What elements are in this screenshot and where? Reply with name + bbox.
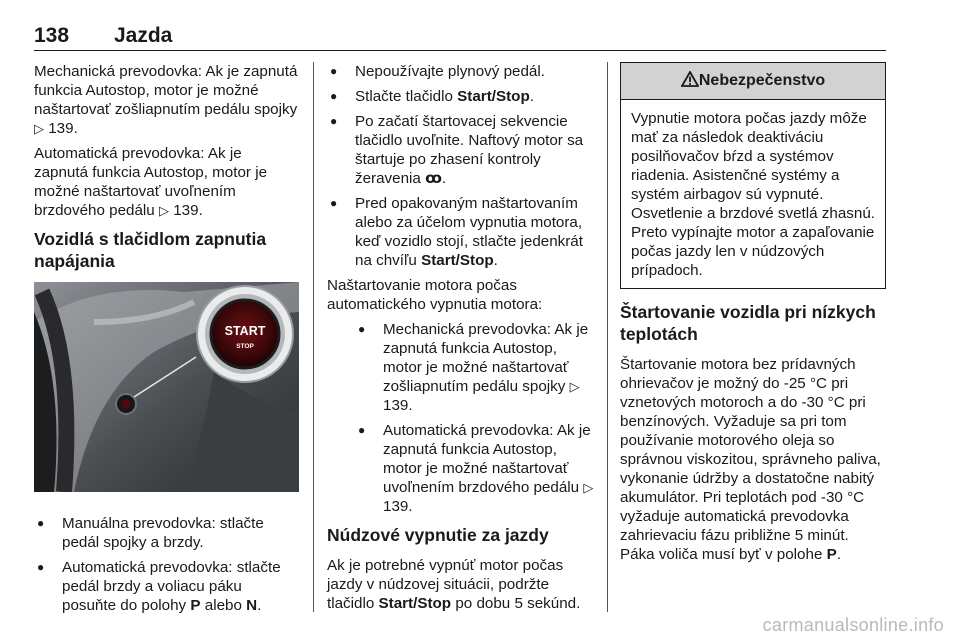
heading-cold-start: Štartovanie vozidla pri nízkych teplotách bbox=[620, 302, 876, 344]
warning-title: Nebezpečenstvo bbox=[698, 72, 826, 89]
page-ref-arrow-icon[interactable]: ▷ bbox=[34, 121, 44, 136]
heading-emergency-shutdown: Núdzové vypnutie za jazdy bbox=[327, 525, 549, 545]
page-ref-arrow-icon[interactable]: ▷ bbox=[569, 379, 580, 394]
paragraph-emergency: Ak je potrebné vypnúť motor počas jazdy v núdzovej situácii, podržte tlačidlo Start/Stop po dobu 5 sekúnd. bbox=[327, 557, 581, 612]
list-item-manual: ● Manuálna prevodovka: stlačte pedál spojky a brzdy. bbox=[34, 514, 299, 552]
page-ref-arrow-icon[interactable]: ▷ bbox=[583, 480, 594, 495]
page-ref-arrow-icon[interactable]: ▷ bbox=[159, 203, 169, 218]
page-number: 138 bbox=[34, 24, 70, 47]
warning-header bbox=[621, 63, 885, 100]
stop-label: STOP bbox=[236, 343, 254, 350]
paragraph-cold-start: Štartovanie motora bez prídavných ohrievačov je možný do -25 °C pri vznetových motoroch a do -30 °C pri benzínových. Vyžaduje sa pri tom používanie motorového oleja so správnou viskozitou, správneho paliva, vykonanie údržby a dostatočne nabitý akumulátor. Pri teplotách pod -30 °C vyžaduje automatická prevodovka zahrievaciu fázu približne 5 minút. Páka voliča musí byť v polohe P. bbox=[620, 356, 881, 563]
warning-box bbox=[620, 62, 886, 289]
sub-list bbox=[327, 320, 597, 516]
column-1 bbox=[34, 62, 299, 621]
page-ref[interactable]: 139. bbox=[383, 397, 413, 414]
list-item-press-start: ● Stlačte tlačidlo Start/Stop. bbox=[327, 87, 597, 106]
watermark: carmanualsonline.info bbox=[762, 615, 944, 635]
page-header bbox=[34, 20, 886, 51]
list-item-restart: ● Pred opakovaným naštartovaním alebo za účelom vypnutia motora, keď vozidlo stojí, stlačte jedenkrát na chvíľu Start/Stop. bbox=[327, 194, 597, 270]
section-title: Jazda bbox=[114, 24, 173, 47]
column-3 bbox=[620, 62, 886, 570]
list-item-no-throttle: ● Nepoužívajte plynový pedál. bbox=[327, 62, 597, 81]
list-item-release: ● Po začatí štartovacej sekvencie tlačidlo uvoľnite. Naftový motor sa štartuje po zhasení kontroly žeravenia ꝏ. bbox=[327, 112, 597, 188]
heading-power-button-vehicles: Vozidlá s tlačidlom zapnutia napájania bbox=[34, 229, 267, 271]
column-divider bbox=[313, 62, 314, 612]
page-ref[interactable]: 139. bbox=[173, 202, 203, 219]
list-item-automatic: ● Automatická prevodovka: stlačte pedál brzdy a voliacu páku posuňte do polohy P alebo N. bbox=[34, 558, 299, 615]
paragraph-automatic-autostop: Automatická prevodovka: Ak je zapnutá funkcia Autostop, motor je možné naštartovať uvoľnením brzdového pedálu ▷ 139. bbox=[34, 145, 268, 219]
column-2 bbox=[327, 62, 597, 619]
list-item-automatic-autostop: ● Automatická prevodovka: Ak je zapnutá funkcia Autostop, motor je možné naštartovať uvoľnením brzdového pedálu ▷ 139. bbox=[355, 421, 597, 516]
start-button-photo bbox=[34, 282, 299, 492]
list-item-manual-autostop: ● Mechanická prevodovka: Ak je zapnutá funkcia Autostop, motor je možné naštartovať zošliapnutím pedálu spojky ▷ 139. bbox=[355, 320, 597, 415]
page-ref[interactable]: 139. bbox=[383, 498, 413, 515]
column-divider bbox=[607, 62, 608, 612]
warning-text: Vypnutie motora počas jazdy môže mať za následok deaktiváciu posilňovačov bŕzd a systémov riadenia. Asistenčné systémy a systém airbagov sú vypnuté. Osvetlenie a brzdové svetlá zhasnú. Preto vypínajte motor a zapaľovanie počas jazdy len v núdzových prípadoch. bbox=[631, 110, 875, 279]
warning-triangle-icon bbox=[681, 71, 699, 87]
glow-plug-icon: ꝏ bbox=[425, 170, 442, 187]
page-ref[interactable]: 139. bbox=[48, 120, 78, 137]
paragraph-manual-autostop: Mechanická prevodovka: Ak je zapnutá funkcia Autostop, motor je možné naštartovať zošliapnutím pedálu spojky ▷ 139. bbox=[34, 63, 298, 137]
paragraph-restart-autostop: Naštartovanie motora počas automatického vypnutia motora: bbox=[327, 277, 543, 313]
dashboard-illustration bbox=[34, 282, 299, 492]
start-label: START bbox=[224, 324, 266, 338]
